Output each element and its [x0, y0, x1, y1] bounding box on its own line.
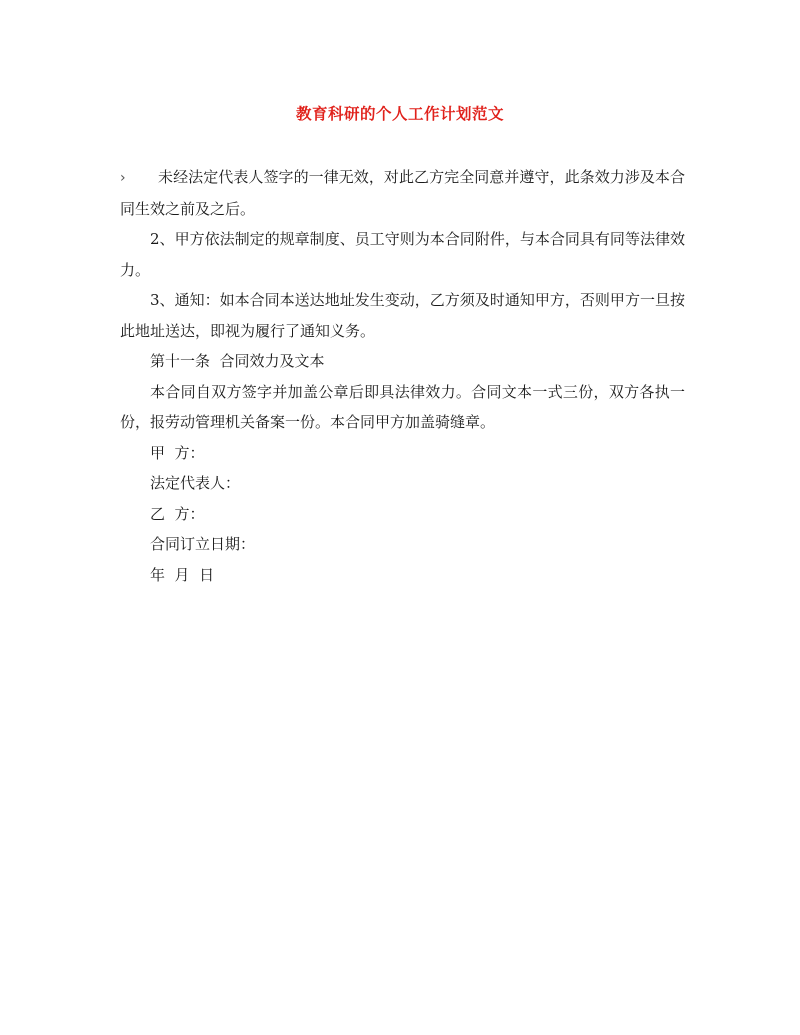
paragraph-1-text: 未经法定代表人签字的一律无效，对此乙方完全同意并遵守，此条效力涉及本合同生效之前及之后。 [120, 168, 685, 218]
bullet-icon: › [120, 170, 126, 186]
document-body [120, 162, 685, 590]
party-b-line: 乙 方： [150, 504, 205, 523]
legal-rep-line: 法定代表人： [150, 474, 241, 492]
section-heading: 第十一条 合同效力及文本 [150, 352, 325, 370]
paragraph-2: 2、甲方依法制定的规章制度、员工守则为本合同附件，与本合同具有同等法律效力。 [120, 230, 685, 279]
paragraph-5: 本合同自双方签字并加盖公章后即具法律效力。合同文本一式三份，双方各执一份，报劳动管理机关备案一份。本合同甲方加盖骑缝章。 [120, 382, 685, 431]
party-a-line: 甲 方： [150, 443, 205, 462]
paragraph-1 [120, 162, 685, 224]
contract-date-line: 合同订立日期： [150, 535, 256, 553]
paragraph-3: 3、通知：如本合同本送达地址发生变动，乙方须及时通知甲方，否则甲方一旦按此地址送达，即视为履行了通知义务。 [120, 291, 685, 340]
date-placeholder-line: 年 月 日 [150, 565, 215, 584]
document-title: 教育科研的个人工作计划范文 [295, 104, 504, 123]
